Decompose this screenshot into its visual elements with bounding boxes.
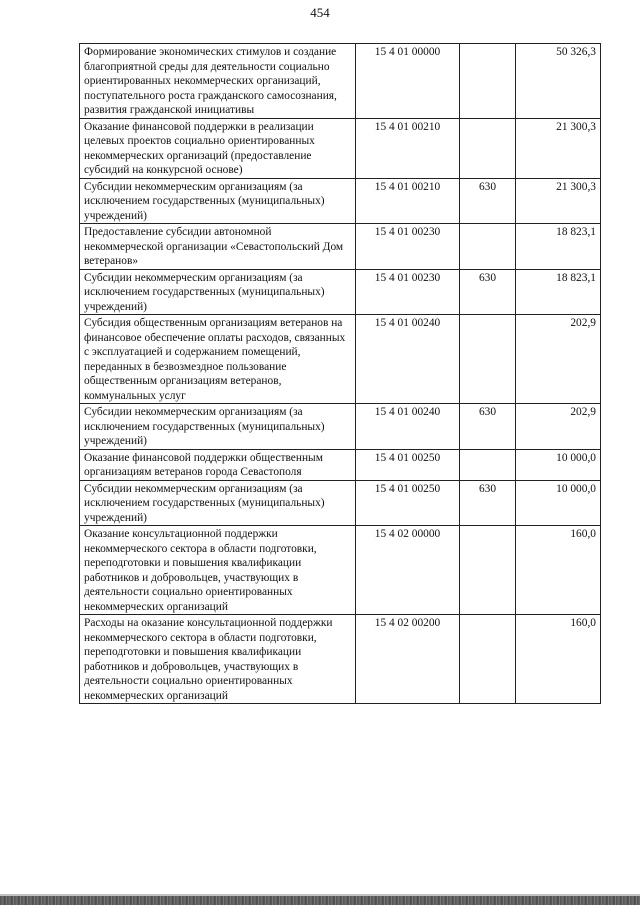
budget-table-body [80,44,601,704]
page-number: 454 [310,5,330,20]
row-amount-cell: 18 823,1 [516,224,601,270]
row-code-cell: 15 4 02 00200 [356,615,460,704]
row-amount-cell: 50 326,3 [516,44,601,119]
table-row [80,44,601,119]
row-name-cell: Оказание финансовой поддержки общественным организациям ветеранов города Севастополя [80,449,356,480]
row-amount-cell: 160,0 [516,615,601,704]
table-row [80,404,601,450]
scan-edge-artifact [0,896,640,905]
row-type-cell [460,118,516,178]
row-amount-cell: 21 300,3 [516,118,601,178]
row-code-cell: 15 4 01 00240 [356,315,460,404]
row-type-cell: 630 [460,480,516,526]
row-amount-cell: 21 300,3 [516,178,601,224]
row-amount-cell: 18 823,1 [516,269,601,315]
row-name-cell: Оказание финансовой поддержки в реализации целевых проектов социально ориентированных некоммерческих организаций (предоставление субсидий на конкурсной основе) [80,118,356,178]
row-code-cell: 15 4 01 00240 [356,404,460,450]
row-code-cell: 15 4 01 00250 [356,449,460,480]
table-row [80,224,601,270]
row-type-cell: 630 [460,178,516,224]
row-name-cell: Субсидии некоммерческим организациям (за исключением государственных (муниципальных) учреждений) [80,480,356,526]
row-type-cell: 630 [460,404,516,450]
row-type-cell [460,315,516,404]
row-type-cell: 630 [460,269,516,315]
row-type-cell [460,224,516,270]
row-name-cell: Субсидии некоммерческим организациям (за исключением государственных (муниципальных) учреждений) [80,269,356,315]
table-row [80,526,601,615]
row-code-cell: 15 4 01 00230 [356,224,460,270]
table-row [80,449,601,480]
row-code-cell: 15 4 01 00000 [356,44,460,119]
table-row [80,480,601,526]
budget-table [79,43,601,704]
table-row [80,118,601,178]
row-code-cell: 15 4 01 00210 [356,118,460,178]
row-type-cell [460,526,516,615]
row-code-cell: 15 4 01 00250 [356,480,460,526]
row-name-cell: Субсидия общественным организациям ветеранов на финансовое обеспечение оплаты расходов, связанных с эксплуатацией и содержанием помещений, переданных в безвозмездное пользование общественным организациям ветеранов, коммунальных услуг [80,315,356,404]
row-name-cell: Расходы на оказание консультационной поддержки некоммерческого сектора в области подготовки, переподготовки и повышения квалификации работников и добровольцев, участвующих в деятельности социально ориентированных некоммерческих организаций [80,615,356,704]
row-type-cell [460,449,516,480]
table-row [80,615,601,704]
row-name-cell: Субсидии некоммерческим организациям (за исключением государственных (муниципальных) учреждений) [80,178,356,224]
row-code-cell: 15 4 01 00210 [356,178,460,224]
row-name-cell: Субсидии некоммерческим организациям (за исключением государственных (муниципальных) учреждений) [80,404,356,450]
row-type-cell [460,615,516,704]
row-name-cell: Оказание консультационной поддержки некоммерческого сектора в области подготовки, переподготовки и повышения квалификации работников и добровольцев, участвующих в деятельности социально ориентированных некоммерческих организаций [80,526,356,615]
row-amount-cell: 202,9 [516,404,601,450]
table-row [80,269,601,315]
row-type-cell [460,44,516,119]
row-amount-cell: 10 000,0 [516,480,601,526]
row-amount-cell: 160,0 [516,526,601,615]
row-name-cell: Предоставление субсидии автономной некоммерческой организации «Севастопольский Дом ветеранов» [80,224,356,270]
row-amount-cell: 10 000,0 [516,449,601,480]
row-code-cell: 15 4 02 00000 [356,526,460,615]
row-name-cell: Формирование экономических стимулов и создание благоприятной среды для деятельности социально ориентированных некоммерческих организаций, поступательного роста гражданского самосознания, развития гражданской инициативы [80,44,356,119]
table-row [80,315,601,404]
table-row [80,178,601,224]
row-amount-cell: 202,9 [516,315,601,404]
row-code-cell: 15 4 01 00230 [356,269,460,315]
